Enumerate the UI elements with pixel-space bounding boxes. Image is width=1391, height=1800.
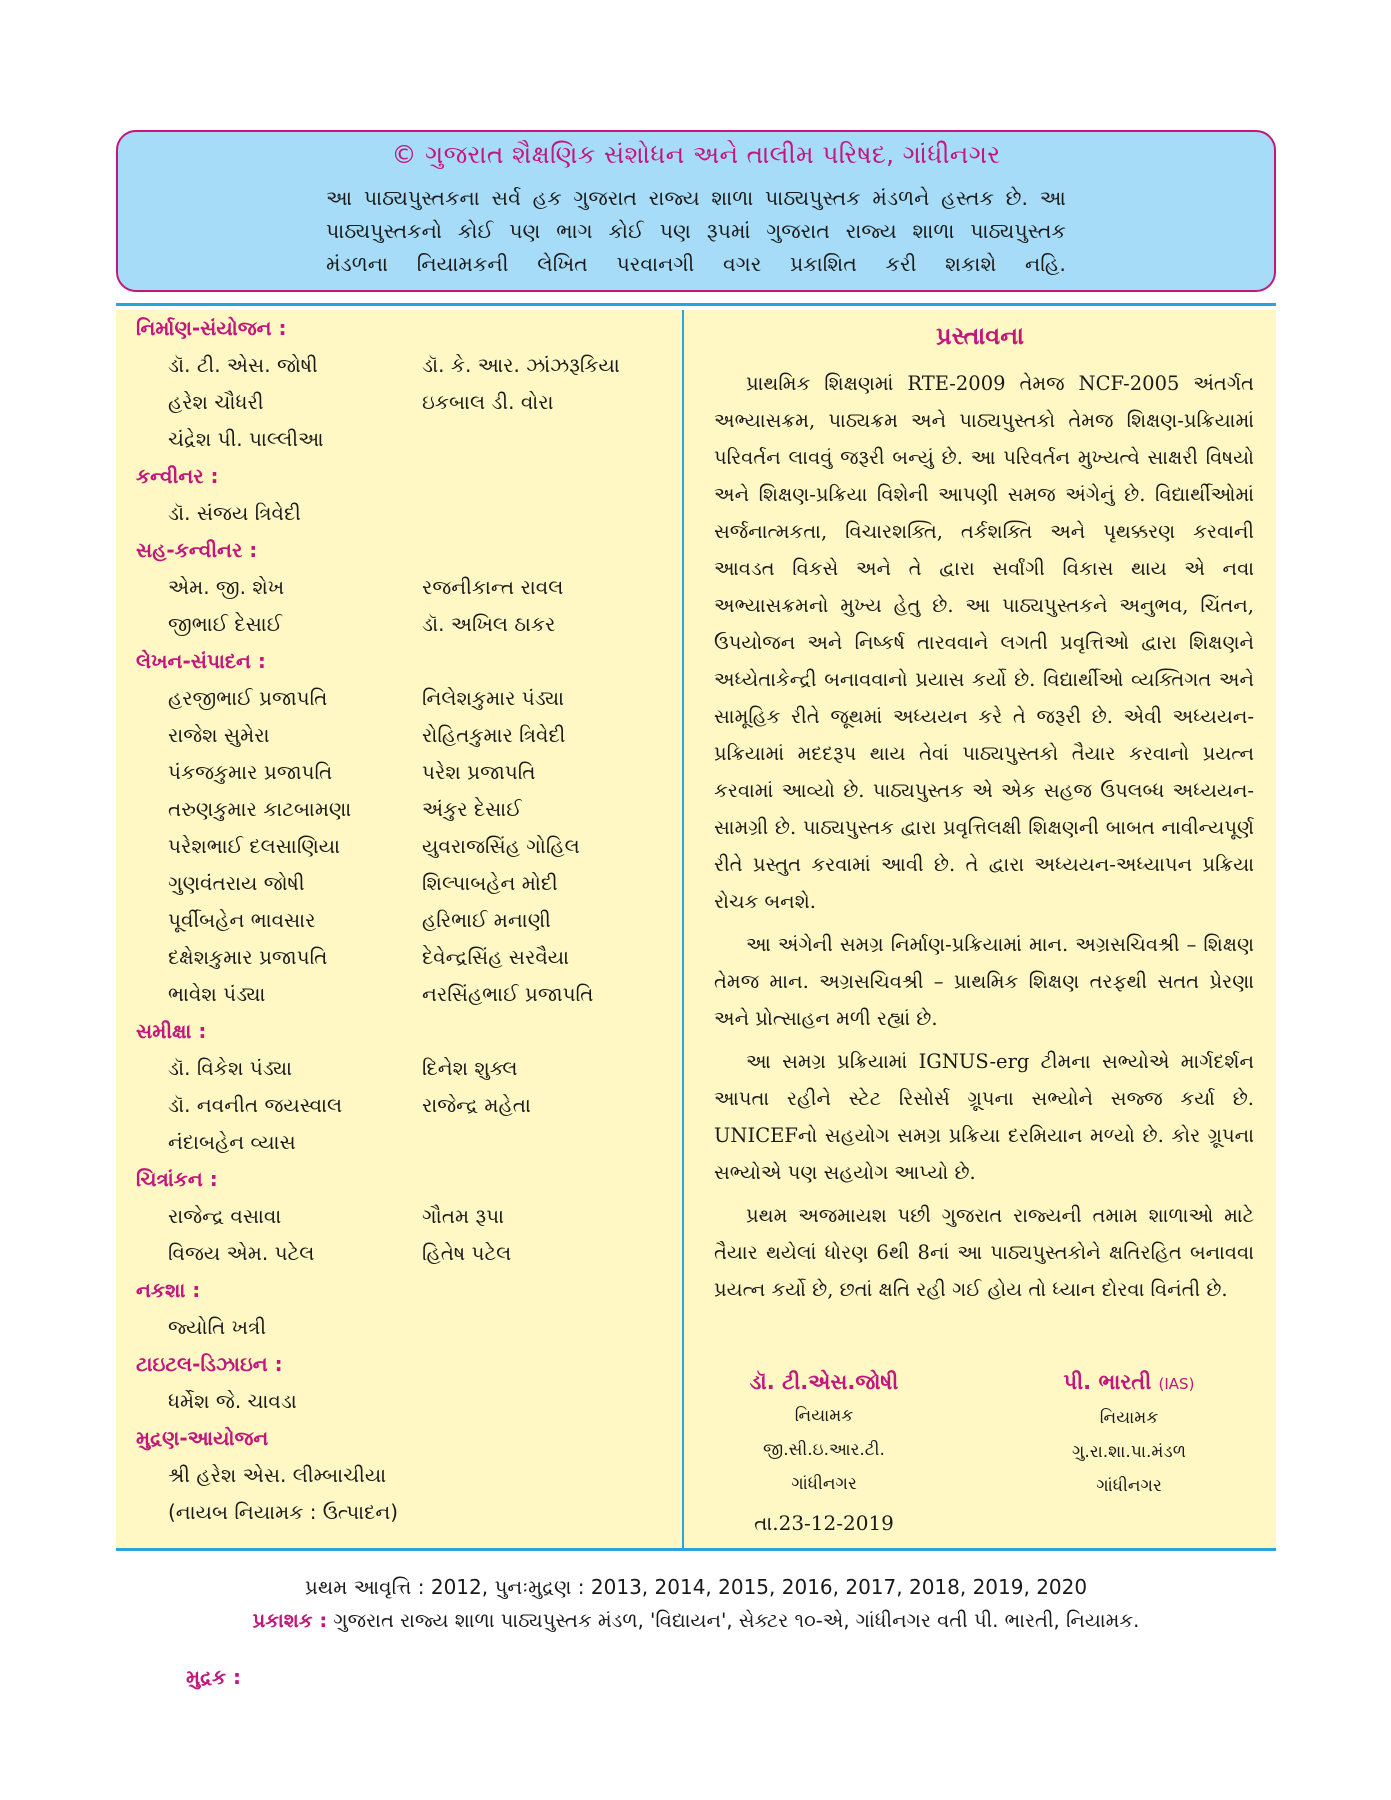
signatory-right-name: પી. ભારતી bbox=[1063, 1370, 1152, 1394]
copyright-word: પાઠ્યપુસ્તકના bbox=[363, 186, 480, 210]
credits-section-heading: લેખન-સંપાદન : bbox=[136, 649, 266, 673]
credit-name: પંકજકુમાર પ્રજાપતિ bbox=[168, 760, 333, 784]
credit-name: ચંદ્રેશ પી. પાલ્લીઆ bbox=[168, 427, 324, 451]
credit-name: રાજેન્દ્ર મહેતા bbox=[422, 1093, 531, 1117]
signatory-right-org: ગુ.રા.શા.પા.મંડળ bbox=[1071, 1442, 1187, 1462]
signatory-left-place: ગાંધીનગર bbox=[791, 1474, 857, 1494]
credits-name-row bbox=[126, 939, 676, 976]
credit-name: હિતેષ પટેલ bbox=[422, 1241, 512, 1265]
credit-name: દેવેન્દ્રસિંહ સરવૈયા bbox=[422, 945, 570, 969]
credits-name-row bbox=[126, 902, 676, 939]
credit-name: દક્ષેશકુમાર પ્રજાપતિ bbox=[168, 945, 328, 969]
credit-name: તરુણકુમાર કાટબામણા bbox=[168, 797, 352, 821]
preface-paragraph: પ્રથમ અજમાયશ પછી ગુજરાત રાજ્યની તમામ શાળાઓ માટે તૈયાર થયેલાં ધોરણ 6થી 8નાં આ પાઠ્યપુસ્તકોને ક્ષતિરહિત બનાવવા પ્રયત્ન કર્યો છે, છતાં ક્ષતિ રહી ગઈ હોય તો ધ્યાન દોરવા વિનંતી છે. bbox=[714, 1204, 1254, 1301]
copyright-word: સર્વ bbox=[491, 186, 521, 210]
credits-section-heading: નિર્માણ-સંયોજન : bbox=[136, 316, 287, 340]
bottom-divider-rule bbox=[116, 1548, 1276, 1551]
credits-name-row bbox=[126, 1383, 676, 1420]
credits-name-row bbox=[126, 606, 676, 643]
credit-name: પરેશભાઈ દલસાણિયા bbox=[168, 834, 341, 858]
publisher-line bbox=[116, 1604, 1276, 1638]
copyright-word: હક bbox=[532, 186, 562, 210]
signatory-right-name-line bbox=[1014, 1365, 1244, 1401]
credit-name: રાજેન્દ્ર વસાવા bbox=[168, 1204, 282, 1228]
credits-name-row bbox=[126, 421, 676, 458]
credits-section-heading: સહ-કન્વીનર : bbox=[136, 538, 258, 562]
credit-name: ડૉ. વિકેશ પંડ્યા bbox=[168, 1056, 292, 1080]
credit-name: ઇકબાલ ડી. વોરા bbox=[422, 390, 554, 414]
credit-name: પૂર્વીબહેન ભાવસાર bbox=[168, 908, 316, 932]
credits-name-row bbox=[126, 976, 676, 1013]
preface-paragraph: આ સમગ્ર પ્રક્રિયામાં IGNUS-erg ટીમના સભ્યોએ માર્ગદર્શન આપતા રહીને સ્ટેટ રિસોર્સ ગ્રૂપના સભ્યોને સજ્જ કર્યા છે. UNICEFનો સહયોગ સમગ્ર પ્રક્રિયા દરમિયાન મળ્યો છે. કોર ગ્રૂપના સભ્યોએ પણ સહયોગ આપ્યો છે. bbox=[714, 1050, 1254, 1184]
copyright-word: પણ bbox=[509, 219, 541, 243]
copyright-word: પ્રકાશિત bbox=[790, 252, 857, 276]
credit-name: હરજીભાઈ પ્રજાપતિ bbox=[168, 686, 328, 710]
credit-name: નિલેશકુમાર પંડ્યા bbox=[422, 686, 565, 710]
credit-name: ગૌતમ રૂપા bbox=[422, 1204, 504, 1228]
printer-line bbox=[186, 1665, 241, 1689]
printer-label: મુદ્રક : bbox=[186, 1665, 242, 1689]
signatory-left bbox=[709, 1365, 939, 1541]
copyright-word: વગર bbox=[722, 252, 762, 276]
copyright-word: નહિ. bbox=[1024, 252, 1066, 276]
credits-section-heading: ટાઇટલ-ડિઝાઇન : bbox=[136, 1352, 283, 1376]
credits-name-row bbox=[126, 865, 676, 902]
copyright-word: નિયામકની bbox=[416, 252, 509, 276]
copyright-text bbox=[326, 182, 1066, 281]
copyright-title: © ગુજરાત શૈક્ષણિક સંશોધન અને તાલીમ પરિષદ, ગાંધીનગર bbox=[391, 140, 1001, 169]
credit-name: શ્રી હરેશ એસ. લીમ્બાચીયા bbox=[168, 1463, 387, 1487]
copyright-line-3 bbox=[326, 248, 1066, 281]
copyright-word: શાળા bbox=[912, 219, 955, 243]
credits-name-row bbox=[126, 1124, 676, 1161]
credits-name-row bbox=[126, 1198, 676, 1235]
credits-name-row bbox=[126, 1457, 676, 1494]
credit-name: ગુણવંતરાય જોષી bbox=[168, 871, 305, 895]
credits-section-heading: સમીક્ષા : bbox=[136, 1019, 207, 1043]
credit-name: પરેશ પ્રજાપતિ bbox=[422, 760, 536, 784]
preface-paragraph: પ્રાથમિક શિક્ષણમાં RTE-2009 તેમજ NCF-2005 અંતર્ગત અભ્યાસક્રમ, પાઠ્યક્રમ અને પાઠ્યપુસ્તકો તેમજ શિક્ષણ-પ્રક્રિયામાં પરિવર્તન લાવવું જરૂરી બન્યું છે. આ પરિવર્તન મુખ્યત્વે સાક્ષરી વિષયો અને શિક્ષણ-પ્રક્રિયા વિશેની આપણી સમજ અંગેનું છે. વિદ્યાર્થીઓમાં સર્જનાત્મકતા, વિચારશક્તિ, તર્કશક્તિ અને પૃથક્કરણ કરવાની આવડત વિકસે અને તે દ્વારા સર્વાંગી વિકાસ થાય એ નવા અભ્યાસક્રમનો મુખ્ય હેતુ છે. આ પાઠ્યપુસ્તકને અનુભવ, ચિંતન, ઉપયોજન અને નિષ્કર્ષ તારવવાને લગતી પ્રવૃત્તિઓ દ્વારા શિક્ષણને અધ્યેતાકેન્દ્રી બનાવવાનો પ્રયાસ કર્યો છે. વિદ્યાર્થીઓ વ્યક્તિગત અને સામૂહિક રીતે જૂથમાં અધ્યયન કરે તે જરૂરી છે. એવી અધ્યયન-પ્રક્રિયામાં મદદરૂપ થાય તેવાં પાઠ્યપુસ્તકો તૈયાર કરવાનો પ્રયત્ન કરવામાં આવ્યો છે. પાઠ્યપુસ્તક એ એક સહજ ઉપલબ્ધ અધ્યયન-સામગ્રી છે. પાઠ્યપુસ્તક દ્વારા પ્રવૃત્તિલક્ષી શિક્ષણની બાબત નાવીન્યપૂર્ણ રીતે પ્રસ્તુત કરવામાં આવી છે. તે દ્વારા અધ્યયન-અધ્યાપન પ્રક્રિયા રોચક બનશે. bbox=[714, 372, 1254, 913]
credit-name: ડૉ. કે. આર. ઝાંઝરૂકિયા bbox=[422, 353, 620, 377]
copyright-word: રાજ્ય bbox=[845, 219, 897, 243]
copyright-word: મંડળના bbox=[326, 252, 389, 276]
credit-name: (નાયબ નિયામક : ઉત્પાદન) bbox=[168, 1500, 399, 1524]
credits-name-row bbox=[126, 569, 676, 606]
credit-name: વિજય એમ. પટેલ bbox=[168, 1241, 315, 1265]
copyright-word: ભાગ bbox=[556, 219, 593, 243]
credit-name: નરસિંહભાઈ પ્રજાપતિ bbox=[422, 982, 594, 1006]
credits-section-heading: મુદ્રણ-આયોજન bbox=[136, 1426, 269, 1450]
credit-name: જીભાઈ દેસાઈ bbox=[168, 612, 283, 636]
copyright-word: રૂપમાં bbox=[706, 219, 751, 243]
signatory-left-role: નિયામક bbox=[794, 1406, 854, 1426]
credits-name-row bbox=[126, 495, 676, 532]
copyright-word: આ bbox=[326, 186, 353, 210]
credits-section-heading: ચિત્રાંકન : bbox=[136, 1167, 218, 1191]
credits-name-row bbox=[126, 1494, 676, 1531]
credits-name-row bbox=[126, 1235, 676, 1272]
signatory-right-place: ગાંધીનગર bbox=[1096, 1476, 1162, 1496]
credit-name: દિનેશ શુક્લ bbox=[422, 1056, 518, 1080]
credit-name: ભાવેશ પંડ્યા bbox=[168, 982, 266, 1006]
preface-date: તા.23-12-2019 bbox=[754, 1511, 894, 1535]
copyright-word: મંડળને bbox=[872, 186, 930, 210]
credits-name-row bbox=[126, 680, 676, 717]
credits-name-row bbox=[126, 1087, 676, 1124]
credit-name: હરેશ ચૌધરી bbox=[168, 390, 264, 414]
credits-name-row bbox=[126, 347, 676, 384]
copyright-word: ગુજરાત bbox=[766, 219, 830, 243]
credit-name: શિલ્પાબહેન મોદી bbox=[422, 871, 558, 895]
credits-name-row bbox=[126, 754, 676, 791]
copyright-word: આ bbox=[1039, 186, 1066, 210]
copyright-word: હસ્તક bbox=[941, 186, 994, 210]
credit-name: રાજેશ સુમેરા bbox=[168, 723, 270, 747]
copyright-line-2 bbox=[326, 215, 1066, 248]
credit-name: જ્યોતિ ખત્રી bbox=[168, 1315, 267, 1339]
credits-section-heading: કન્વીનર : bbox=[136, 464, 219, 488]
signatory-right-role: નિયામક bbox=[1099, 1408, 1159, 1428]
preface-paragraph: આ અંગેની સમગ્ર નિર્માણ-પ્રક્રિયામાં માન. અગ્રસચિવશ્રી – શિક્ષણ તેમજ માન. અગ્રસચિવશ્રી – પ્રાથમિક શિક્ષણ તરફથી સતત પ્રેરણા અને પ્રોત્સાહન મળી રહ્યાં છે. bbox=[714, 933, 1254, 1030]
preface-title: પ્રસ્તાવના bbox=[936, 322, 1024, 350]
signatory-left-org: જી.સી.ઇ.આર.ટી. bbox=[763, 1440, 885, 1460]
copyright-word: પણ bbox=[659, 219, 691, 243]
credit-name: યુવરાજસિંહ ગોહિલ bbox=[422, 834, 580, 858]
credits-name-row bbox=[126, 791, 676, 828]
copyright-word: ગુજરાત bbox=[573, 186, 637, 210]
credits-name-row bbox=[126, 384, 676, 421]
copyright-word: શકાશે bbox=[945, 252, 997, 276]
credits-name-row bbox=[126, 1050, 676, 1087]
credit-name: ધર્મેશ જે. ચાવડા bbox=[168, 1389, 297, 1413]
credits-section-heading: નકશા : bbox=[136, 1278, 201, 1302]
credits-name-row bbox=[126, 1309, 676, 1346]
copyright-word: કોઈ bbox=[457, 219, 494, 243]
credit-name: નંદાબહેન વ્યાસ bbox=[168, 1130, 296, 1154]
credits-list bbox=[126, 310, 676, 1531]
preface-body bbox=[714, 365, 1254, 1314]
credit-name: રોહિતકુમાર ત્રિવેદી bbox=[422, 723, 566, 747]
imprint-footer bbox=[116, 1570, 1276, 1638]
top-divider-rule bbox=[116, 303, 1276, 306]
preface-panel bbox=[684, 310, 1276, 1548]
copyright-box bbox=[116, 130, 1276, 292]
credit-name: ડૉ. અખિલ ઠાકર bbox=[422, 612, 556, 636]
credit-name: રજનીકાન્ત રાવલ bbox=[422, 575, 564, 599]
credits-name-row bbox=[126, 717, 676, 754]
copyright-word: પાઠ્યપુસ્તક bbox=[970, 219, 1066, 243]
copyright-word: લેખિત bbox=[537, 252, 588, 276]
signatory-right bbox=[1014, 1365, 1244, 1503]
publisher-label: પ્રકાશક : bbox=[252, 1609, 328, 1632]
copyright-word: પાઠ્યપુસ્તક bbox=[765, 186, 861, 210]
credit-name: એમ. જી. શેખ bbox=[168, 575, 285, 599]
signatory-right-suffix: (IAS) bbox=[1158, 1375, 1195, 1393]
copyright-word: પાઠ્યપુસ્તકનો bbox=[326, 219, 443, 243]
edition-line: પ્રથમ આવૃત્તિ : 2012, પુનઃમુદ્રણ : 2013, 2014, 2015, 2016, 2017, 2018, 2019, 2020 bbox=[304, 1575, 1088, 1599]
credits-panel bbox=[116, 310, 682, 1548]
copyright-word: શાળા bbox=[711, 186, 754, 210]
credit-name: અંકુર દેસાઈ bbox=[422, 797, 522, 821]
copyright-word: કરી bbox=[885, 252, 917, 276]
credits-name-row bbox=[126, 828, 676, 865]
copyright-line-1 bbox=[326, 182, 1066, 215]
copyright-word: રાજ્ય bbox=[648, 186, 700, 210]
copyright-word: પરવાનગી bbox=[616, 252, 695, 276]
credit-name: હરિભાઈ મનાણી bbox=[422, 908, 551, 932]
credit-name: ડૉ. ટી. એસ. જોષી bbox=[168, 353, 318, 377]
publisher-text: ગુજરાત રાજ્ય શાળા પાઠ્યપુસ્તક મંડળ, 'વિદ્યાયન', સેક્ટર ૧૦-એ, ગાંધીનગર વતી પી. ભારતી, નિયામક. bbox=[333, 1609, 1140, 1632]
copyright-word: કોઈ bbox=[608, 219, 644, 243]
credit-name: ડૉ. સંજય ત્રિવેદી bbox=[168, 501, 301, 525]
signatory-left-name: ડૉ. ટી.એસ.જોષી bbox=[749, 1370, 899, 1394]
credit-name: ડૉ. નવનીત જયસ્વાલ bbox=[168, 1093, 343, 1117]
copyright-word: છે. bbox=[1005, 186, 1029, 210]
